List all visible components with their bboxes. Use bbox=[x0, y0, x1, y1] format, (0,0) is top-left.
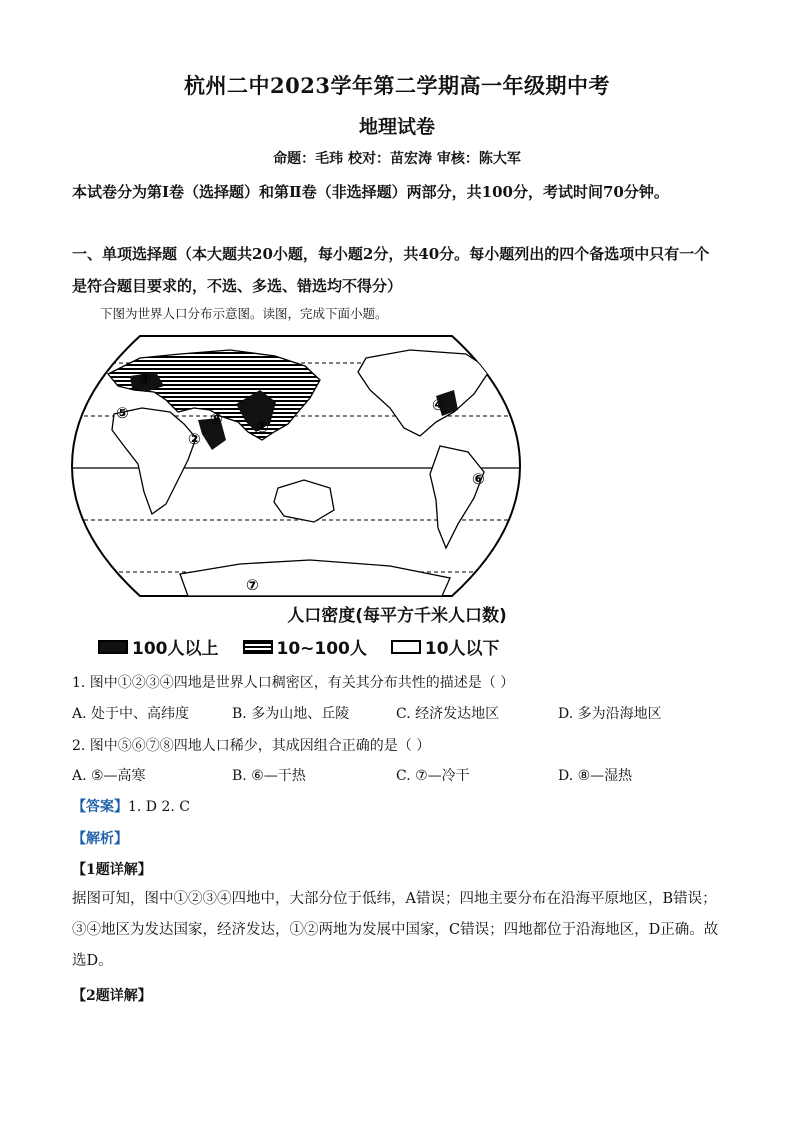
marker-1: ① bbox=[256, 418, 269, 436]
q1-analysis-heading: 【1题详解】 bbox=[72, 862, 152, 878]
legend-dense bbox=[98, 634, 219, 659]
q1-option-a: A. 处于中、高纬度 bbox=[72, 706, 190, 722]
section-one-heading: 一、单项选择题（本大题共20小题，每小题2分，共40分。每小题列出的四个备选项中只有一个是符合题目要求的，不选、多选、错选均不得分） bbox=[72, 245, 710, 295]
subject-title: 地理试卷 bbox=[358, 116, 435, 138]
figure-caption: 下图为世界人口分布示意图。读图，完成下面小题。 bbox=[100, 306, 388, 321]
legend-medium bbox=[243, 634, 367, 659]
q1-option-b: B. 多为山地、丘陵 bbox=[232, 706, 350, 722]
australia-landmass bbox=[274, 480, 334, 522]
marker-5: ⑤ bbox=[116, 404, 129, 422]
exam-intro: 本试卷分为第Ⅰ卷（选择题）和第Ⅱ卷（非选择题）两部分，共100分，考试时间70分钟。 bbox=[72, 183, 669, 201]
q2-analysis-heading: 【2题详解】 bbox=[72, 988, 152, 1004]
marker-7: ⑦ bbox=[246, 576, 259, 594]
authors-line: 命题：毛玮 校对：苗宏涛 审核：陈大军 bbox=[273, 151, 521, 167]
q2-option-a: A. ⑤—高寒 bbox=[72, 768, 146, 784]
q1-option-c: C. 经济发达地区 bbox=[396, 706, 500, 722]
legend-dense-label: 100人以上 bbox=[132, 639, 219, 659]
legend-medium-label: 10~100人 bbox=[276, 639, 367, 659]
map-legend bbox=[98, 634, 524, 659]
legend-sparse-label: 10人以下 bbox=[424, 639, 500, 659]
marker-4: ④ bbox=[432, 396, 445, 414]
legend-sparse bbox=[391, 634, 500, 659]
marker-2: ② bbox=[188, 430, 201, 448]
answer-value: 1. D 2. C bbox=[128, 799, 191, 815]
marker-8: ⑧ bbox=[210, 410, 223, 428]
q2-option-b: B. ⑥—干热 bbox=[232, 768, 306, 784]
legend-swatch-dense bbox=[98, 640, 128, 654]
question-1-stem: 1. 图中①②③④四地是世界人口稠密区，有关其分布共性的描述是（ ） bbox=[72, 675, 515, 691]
exam-title: 杭州二中2023学年第二学期高一年级期中考 bbox=[184, 73, 610, 98]
q1-option-d: D. 多为沿海地区 bbox=[558, 706, 662, 722]
answer-line bbox=[72, 796, 190, 816]
question-2-stem: 2. 图中⑤⑥⑦⑧四地人口稀少，其成因组合正确的是（ ） bbox=[72, 738, 431, 754]
q2-option-c: C. ⑦—冷干 bbox=[396, 768, 470, 784]
marker-3: ③ bbox=[138, 370, 151, 388]
q1-analysis-text: 据图可知，图中①②③④四地中，大部分位于低纬，A错误；四地主要分布在沿海平原地区，B错误；③④地区为发达国家，经济发达，①②两地为发展中国家，C错误；四地都位于沿海地区，D正确。故选D。 bbox=[72, 891, 719, 969]
marker-6: ⑥ bbox=[472, 470, 485, 488]
q2-option-d: D. ⑧—湿热 bbox=[558, 768, 633, 784]
legend-swatch-medium bbox=[243, 640, 273, 654]
world-population-map bbox=[70, 328, 522, 604]
analysis-label: 【解析】 bbox=[72, 831, 128, 847]
answer-label: 【答案】 bbox=[72, 799, 128, 815]
legend-swatch-sparse bbox=[391, 640, 421, 654]
legend-title: 人口密度(每平方千米人口数) bbox=[287, 606, 507, 626]
